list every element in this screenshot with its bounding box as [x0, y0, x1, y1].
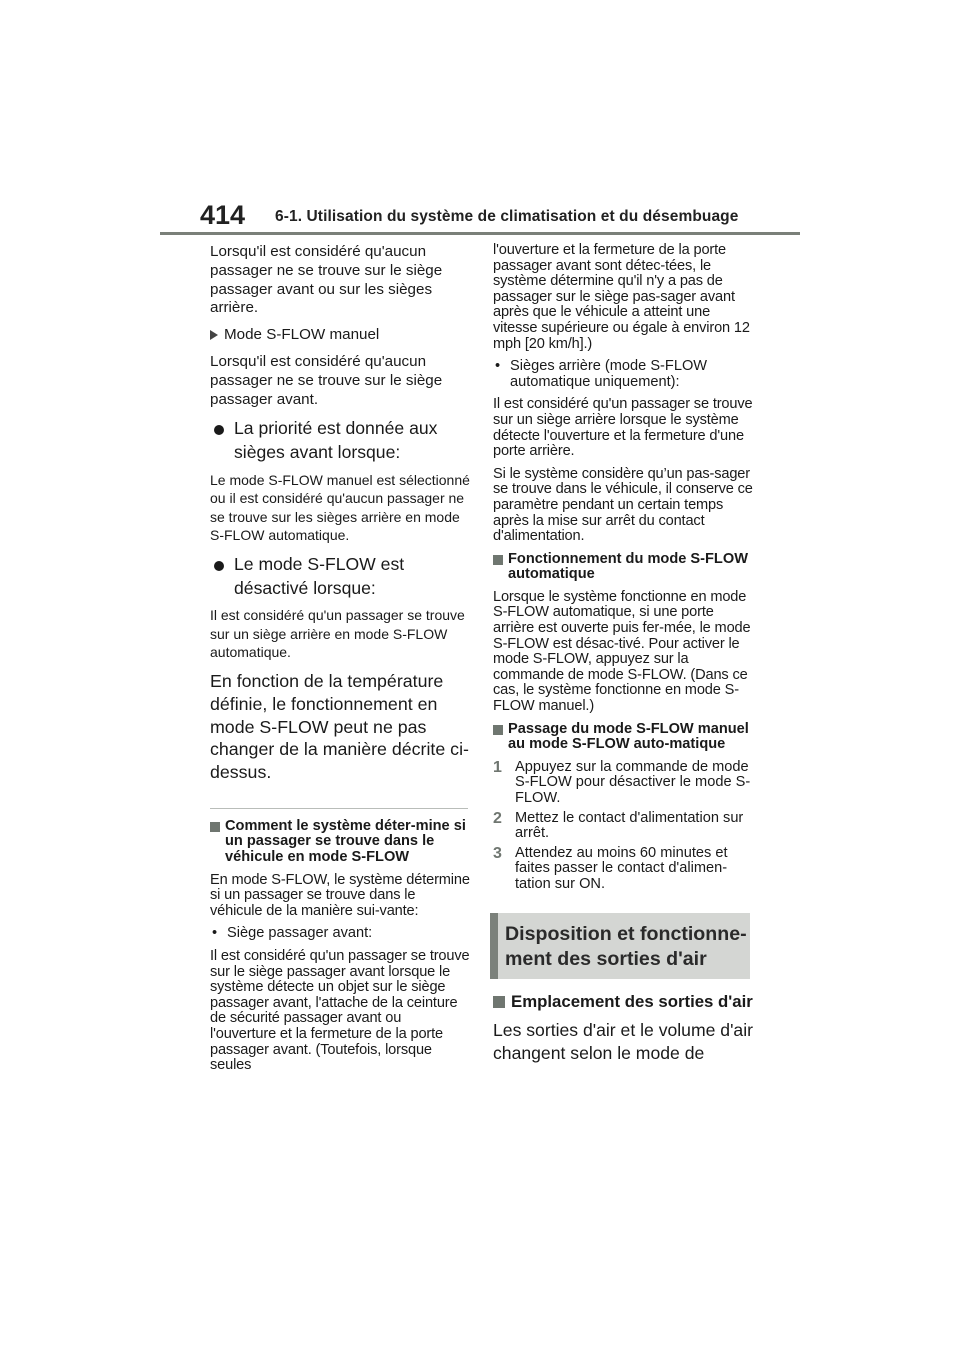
- front-seat-bullet: [210, 926, 470, 942]
- page-number: 414: [200, 200, 246, 230]
- deactivated-text: Il est considéré qu'un passager se trouve sur un siège arrière en mode S-FLOW automatique.: [210, 607, 465, 661]
- step-2: [493, 811, 755, 842]
- manual-mode-item: [210, 326, 470, 345]
- disc-bullet-icon: [214, 561, 224, 571]
- how-heading: [210, 819, 470, 866]
- how-heading-text: Comment le système déter-mine si un passager se trouve dans le véhicule en mode S-FLOW: [225, 817, 466, 866]
- temperature-note: En fonction de la température définie, le fonctionnement en mode S-FLOW peut ne pas changer de la manière décrite ci-dessus.: [210, 670, 469, 783]
- location-heading: [493, 991, 755, 1013]
- priority-text: Le mode S-FLOW manuel est sélectionné ou il est considéré qu'aucun passager ne se trouve sur les sièges arrière en mode S-FLOW automatique.: [210, 471, 470, 544]
- square-bullet-icon: [493, 555, 503, 565]
- step-number: 3: [493, 844, 502, 862]
- deactivated-heading-text: Le mode S-FLOW est désactivé lorsque:: [234, 553, 405, 598]
- rear-seats-text: Il est considéré qu'un passager se trouve sur un siège arrière lorsque le système détecte l'ouverture et la fermeture d'une porte arrière.: [493, 396, 753, 460]
- triangle-bullet-icon: [210, 330, 218, 340]
- retain-text: Si le système considère qu’un pas-sager se trouve dans le véhicule, il conserve ce paramètre pendant un certain temps après la mise sur arrêt du contact d'alimentation.: [493, 465, 753, 545]
- left-column: [210, 243, 470, 1081]
- paragraph-no-passenger: Lorsqu'il est considéré qu'aucun passager ne se trouve sur le siège passager avant ou sur les sièges arrière.: [210, 243, 443, 317]
- front-seat-bullet-text: Siège passager avant:: [227, 925, 373, 942]
- section-divider: [210, 808, 468, 809]
- step-number: 2: [493, 809, 502, 827]
- paragraph-front-passenger: Lorsqu'il est considéré qu'aucun passager ne se trouve sur le siège passager avant.: [210, 352, 443, 408]
- step-1: [493, 760, 755, 807]
- continuation-text: l'ouverture et la fermeture de la porte passager avant sont détec-tées, le système détermine qu'il n'y a pas de passager sur le siège pas-sager avant après que le véhicule a atteint une vitesse supérieure ou égale à environ 12 mph [20 km/h].): [493, 242, 750, 352]
- section-title-bar: [490, 913, 498, 979]
- priority-heading: [210, 417, 470, 464]
- switch-heading-text: Passage du mode S-FLOW manuel au mode S-FLOW auto-matique: [508, 720, 749, 753]
- bullet-dot: •: [495, 358, 501, 375]
- manual-mode-label: Mode S-FLOW manuel: [224, 326, 380, 344]
- chapter-title: 6-1. Utilisation du système de climatisation et du désembuage: [275, 208, 739, 225]
- deactivated-heading: [210, 553, 470, 600]
- priority-heading-text: La priorité est donnée aux sièges avant lorsque:: [234, 418, 438, 462]
- front-seat-text: Il est considéré qu'un passager se trouve sur le siège passager avant lorsque le système détecte un objet sur le siège passager avant, l'attache de la ceinture de sécurité passager avant ou l'ouverture et la fermeture de la porte passager avant. (Toutefois, lorsque seules: [210, 948, 470, 1074]
- auto-heading: [493, 552, 755, 583]
- disc-bullet-icon: [214, 425, 224, 435]
- square-bullet-icon: [493, 725, 503, 735]
- location-heading-text: Emplacement des sorties d'air: [511, 991, 753, 1011]
- step-number: 1: [493, 758, 502, 776]
- step-text: Mettez le contact d'alimentation sur arrêt.: [515, 809, 744, 842]
- section-title: Disposition et fonctionne-ment des sorties d'air: [505, 922, 747, 970]
- square-bullet-icon: [493, 996, 505, 1008]
- step-3: [493, 846, 755, 893]
- section-title-box: [490, 913, 750, 979]
- rear-seats-bullet: [493, 359, 755, 390]
- square-bullet-icon: [210, 822, 220, 832]
- step-text: Attendez au moins 60 minutes et faites passer le contact d'alimen-tation sur ON.: [515, 844, 728, 892]
- header-rule: [160, 232, 800, 235]
- how-text: En mode S-FLOW, le système détermine si un passager se trouve dans le véhicule de la manière sui-vante:: [210, 871, 470, 919]
- rear-seats-bullet-text: Sièges arrière (mode S-FLOW automatique uniquement):: [510, 358, 708, 390]
- auto-text: Lorsque le système fonctionne en mode S-FLOW automatique, si une porte arrière est ouverte puis fer-mée, le mode S-FLOW est désac-tivé. Pour activer le mode S-FLOW, appuyez sur la commande de mode S-FLOW. (Dans ce cas, le système fonctionne en mode S-FLOW manuel.): [493, 588, 751, 715]
- right-column: [493, 243, 755, 1066]
- auto-heading-text: Fonctionnement du mode S-FLOW automatique: [508, 550, 748, 583]
- step-text: Appuyez sur la commande de mode S-FLOW pour désactiver le mode S-FLOW.: [515, 758, 751, 806]
- location-text: Les sorties d'air et le volume d'air changent selon le mode de: [493, 1019, 753, 1064]
- switch-heading: [493, 722, 755, 753]
- bullet-dot: •: [212, 925, 218, 942]
